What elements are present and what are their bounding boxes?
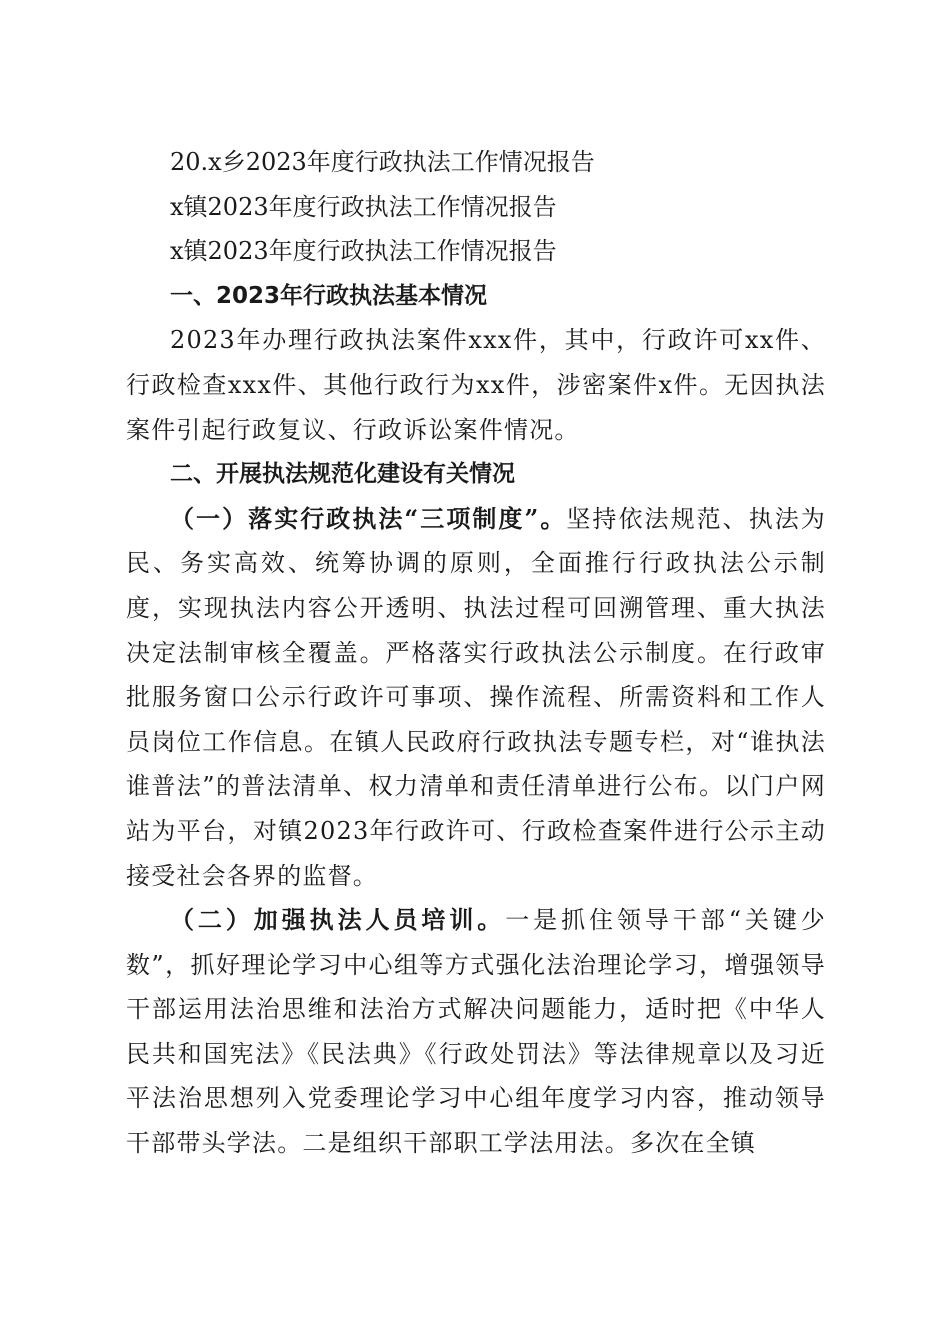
document-title: x镇2023年度行政执法工作情况报告 xyxy=(170,237,557,266)
section-2-heading: 二、开展执法规范化建设有关情况 xyxy=(170,461,515,488)
toc-entry-2: x镇2023年度行政执法工作情况报告 xyxy=(170,192,557,221)
paragraph-1-lead: （一）落实行政执法“三项制度”。 xyxy=(170,503,567,533)
section-2-paragraph-2 xyxy=(126,898,826,1166)
section-2-paragraph-1 xyxy=(126,497,826,898)
paragraph-1-body: 坚持依法规范、执法为民、务实高效、统筹协调的原则，全面推行行政执法公示制度，实现执法内容公开透明、执法过程可回溯管理、重大执法决定法制审核全覆盖。严格落实行政执法公示制度。在行政审批服务窗口公示行政许可事项、操作流程、所需资料和工作人员岗位工作信息。在镇人民政府行政执法专题专栏，对“谁执法谁普法”的普法清单、权力清单和责任清单进行公布。以门户网站为平台，对镇2023年行政许可、行政检查案件进行公示主动接受社会各界的监督。 xyxy=(126,504,827,890)
paragraph-2-body: 一是抓住领导干部“关键少数”，抓好理论学习中心组等方式强化法治理论学习，增强领导干部运用法治思维和法治方式解决问题能力，适时把《中华人民共和国宪法》《民法典》《行政处罚法》等法律规章以及习近平法治思想列入党委理论学习中心组年度学习内容，推动领导干部带头学法。二是组织干部职工学法用法。多次在全镇 xyxy=(126,906,826,1158)
section-1-heading: 一、2023年行政执法基本情况 xyxy=(170,282,488,309)
document-content xyxy=(126,140,826,1166)
paragraph-2-lead: （二）加强执法人员培训。 xyxy=(170,905,506,935)
toc-entry-1: 20.x乡2023年度行政执法工作情况报告 xyxy=(170,148,595,176)
section-1-paragraph: 2023年办理行政执法案件xxx件，其中，行政许可xx件、行政检查xxx件、其他行政行为xx件，涉密案件x件。无因执法案件引起行政复议、行政诉讼案件情况。 xyxy=(126,326,826,444)
